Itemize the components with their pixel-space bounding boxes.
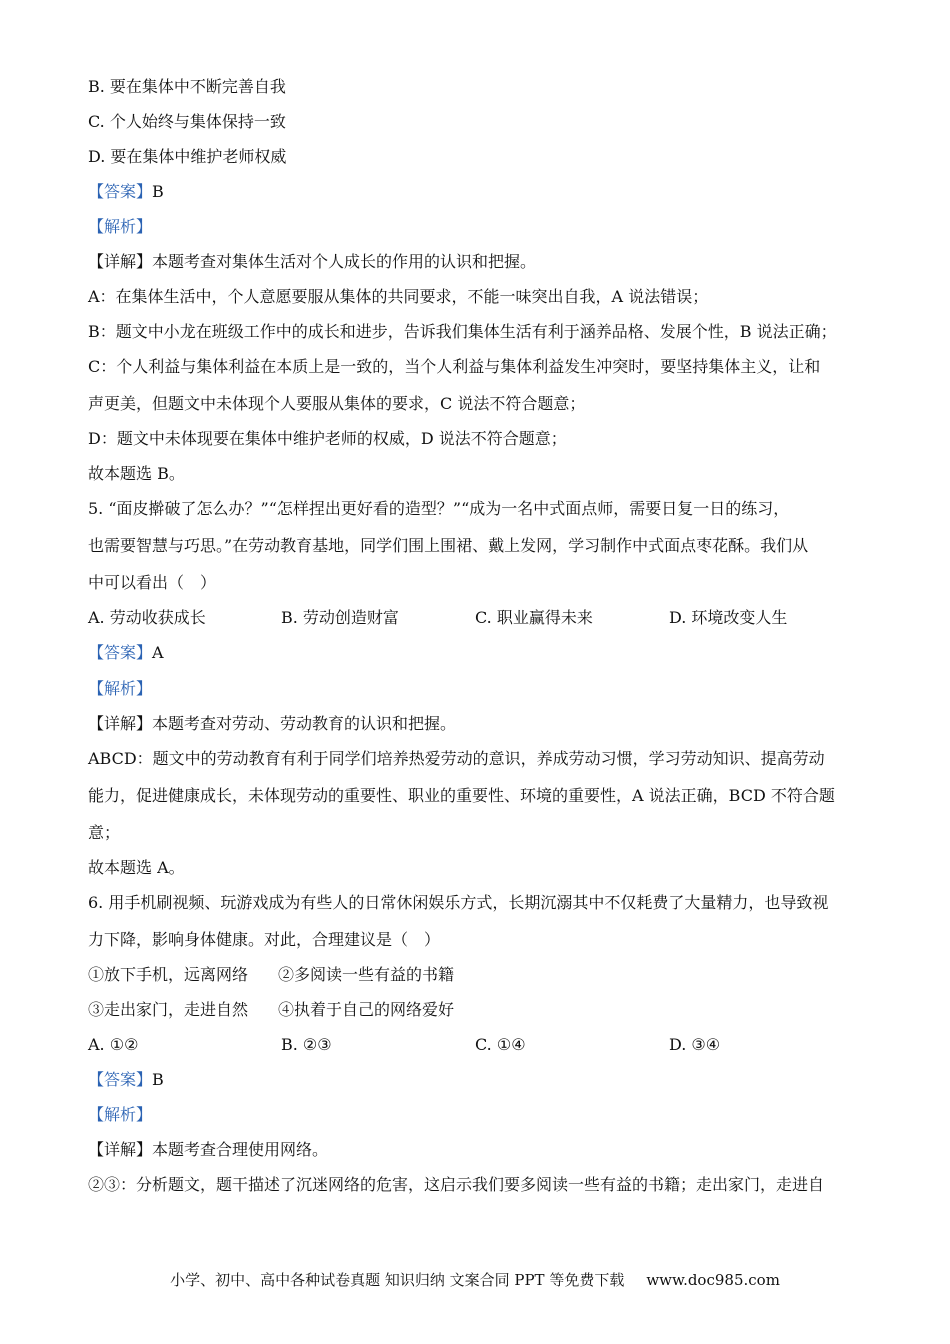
footer-website-link[interactable]: www.doc985.com bbox=[646, 1271, 780, 1289]
analysis-line: 声更美，但题文中未体现个人要服从集体的要求，C 说法不符合题意； bbox=[88, 394, 586, 413]
answer-row bbox=[88, 1069, 868, 1091]
option-b: B. 要在集体中不断完善自我 bbox=[88, 77, 286, 96]
analysis-line: 能力，促进健康成长，未体现劳动的重要性、职业的重要性、环境的重要性，A 说法正确，BCD 不符合题 bbox=[88, 786, 835, 805]
footer-text: 小学、初中、高中各种试卷真题 知识归纳 文案合同 PPT 等免费下载 bbox=[170, 1271, 625, 1289]
option-c: C. ①④ bbox=[475, 1035, 526, 1054]
option-c: C. 职业赢得未来 bbox=[475, 608, 593, 627]
analysis-tag: 【解析】 bbox=[88, 679, 153, 698]
detail-tag: 【详解】 bbox=[88, 252, 153, 271]
answer-value: B bbox=[152, 1070, 164, 1089]
option-b: B. ②③ bbox=[281, 1035, 332, 1054]
statement-item: ②多阅读一些有益的书籍 bbox=[278, 965, 455, 984]
detail-intro: 本题考查对集体生活对个人成长的作用的认识和把握。 bbox=[152, 252, 537, 271]
option-d: D. 环境改变人生 bbox=[669, 608, 788, 627]
answer-value: B bbox=[152, 182, 164, 201]
detail-row bbox=[88, 713, 868, 735]
answer-row bbox=[88, 642, 868, 664]
question-5-stem: 也需要智慧与巧思。”在劳动教育基地，同学们围上围裙、戴上发网，学习制作中式面点枣花酥。我们从 bbox=[88, 536, 809, 555]
detail-intro: 本题考查合理使用网络。 bbox=[152, 1140, 329, 1159]
detail-intro: 本题考查对劳动、劳动教育的认识和把握。 bbox=[152, 714, 457, 733]
option-c: C. 个人始终与集体保持一致 bbox=[88, 112, 286, 131]
analysis-line: 意； bbox=[88, 823, 121, 842]
option-a: A. 劳动收获成长 bbox=[88, 608, 206, 627]
answer-row bbox=[88, 181, 868, 203]
statement-item: ④执着于自己的网络爱好 bbox=[278, 1000, 455, 1019]
answer-tag: 【答案】 bbox=[88, 182, 153, 201]
option-a: A. ①② bbox=[88, 1035, 139, 1054]
detail-row bbox=[88, 1139, 868, 1161]
analysis-line: B：题文中小龙在班级工作中的成长和进步，告诉我们集体生活有利于涵养品格、发展个性，B 说法正确； bbox=[88, 322, 837, 341]
analysis-line: ABCD：题文中的劳动教育有利于同学们培养热爱劳动的意识，养成劳动习惯，学习劳动知识、提高劳动 bbox=[88, 749, 825, 768]
analysis-tag: 【解析】 bbox=[88, 1105, 153, 1124]
detail-tag: 【详解】 bbox=[88, 714, 153, 733]
analysis-line: C：个人利益与集体利益在本质上是一致的，当个人利益与集体利益发生冲突时，要坚持集体主义，让和 bbox=[88, 357, 821, 376]
question-6-stem: 力下降，影响身体健康。对此，合理建议是（ ） bbox=[88, 930, 441, 949]
detail-row bbox=[88, 251, 868, 273]
answer-value: A bbox=[152, 643, 164, 662]
analysis-line: ②③：分析题文，题干描述了沉迷网络的危害，这启示我们要多阅读一些有益的书籍；走出家门，走进自 bbox=[88, 1175, 825, 1194]
statement-item: ③走出家门，走进自然 bbox=[88, 1000, 249, 1019]
option-b: B. 劳动创造财富 bbox=[281, 608, 399, 627]
page-footer bbox=[0, 1269, 950, 1290]
question-5-stem: 中可以看出（ ） bbox=[88, 573, 217, 592]
analysis-line: 故本题选 A。 bbox=[88, 858, 185, 877]
analysis-line: D：题文中未体现要在集体中维护老师的权威，D 说法不符合题意； bbox=[88, 429, 567, 448]
option-d: D. ③④ bbox=[669, 1035, 721, 1054]
question-6-stem: 6. 用手机刷视频、玩游戏成为有些人的日常休闲娱乐方式，长期沉溺其中不仅耗费了大量精力，也导致视 bbox=[88, 893, 829, 912]
analysis-tag: 【解析】 bbox=[88, 217, 153, 236]
option-d: D. 要在集体中维护老师权威 bbox=[88, 147, 287, 166]
analysis-line: 故本题选 B。 bbox=[88, 464, 185, 483]
detail-tag: 【详解】 bbox=[88, 1140, 153, 1159]
answer-tag: 【答案】 bbox=[88, 1070, 153, 1089]
statement-item: ①放下手机，远离网络 bbox=[88, 965, 249, 984]
answer-tag: 【答案】 bbox=[88, 643, 153, 662]
analysis-line: A：在集体生活中，个人意愿要服从集体的共同要求，不能一味突出自我，A 说法错误； bbox=[88, 287, 709, 306]
question-5-stem: 5. “面皮擀破了怎么办？”“怎样捏出更好看的造型？”“成为一名中式面点师，需要日复一日的练习， bbox=[88, 499, 790, 518]
